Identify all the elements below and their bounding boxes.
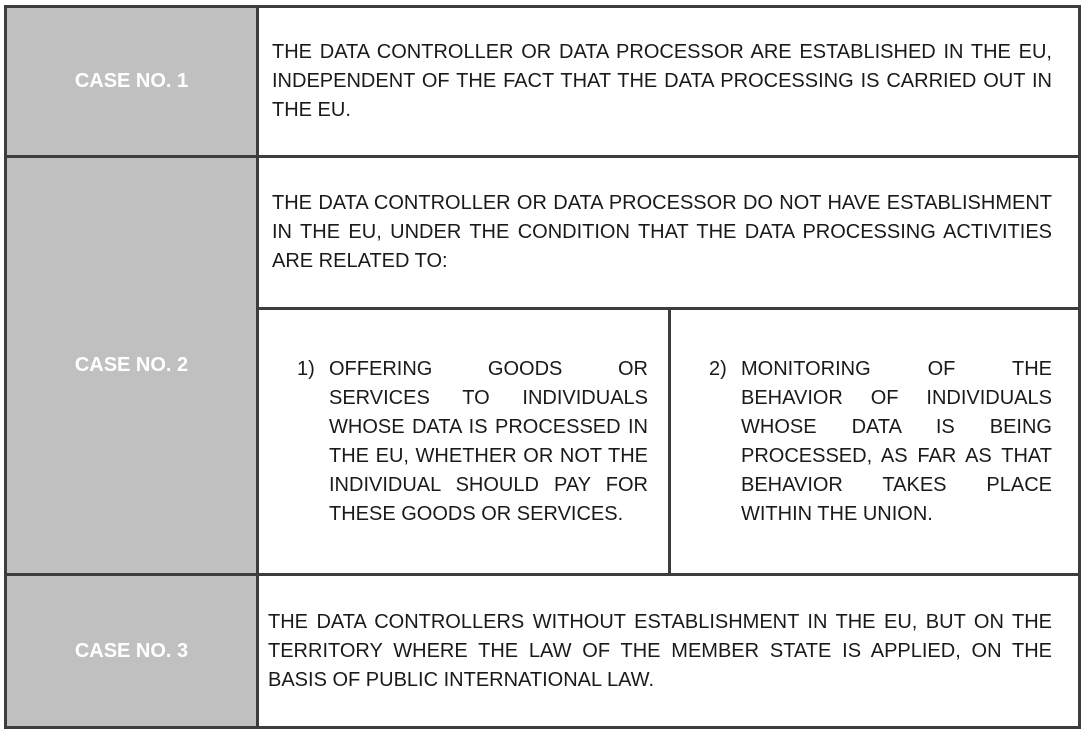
case-3-description bbox=[259, 576, 1078, 726]
case-3-label: CASE NO. 3 bbox=[7, 576, 259, 726]
case-2-item-2 bbox=[671, 310, 1078, 576]
case-2-description bbox=[259, 158, 1078, 310]
case-2-text: THE DATA CONTROLLER OR DATA PROCESSOR DO NOT HAVE ESTABLISHMENT IN THE EU, UNDER THE CONDITION THAT THE DATA PROCESSING ACTIVITIES ARE RELATED TO: bbox=[272, 192, 1052, 272]
case-1-description bbox=[259, 8, 1078, 158]
case-3-text: THE DATA CONTROLLERS WITHOUT ESTABLISHMENT IN THE EU, BUT ON THE TERRITORY WHERE THE LAW OF THE MEMBER STATE IS APPLIED, ON THE BASIS OF PUBLIC INTERNATIONAL LAW. bbox=[268, 610, 1052, 691]
item-text: OFFERING GOODS OR SERVICES TO INDIVIDUALS WHOSE DATA IS PROCESSED IN THE EU, WHETHER OR NOT THE INDIVIDUAL SHOULD PAY FOR THESE GOODS OR SERVICES. bbox=[329, 357, 648, 525]
case-2-label: CASE NO. 2 bbox=[7, 158, 259, 576]
item-text: MONITORING OF THE BEHAVIOR OF INDIVIDUALS WHOSE DATA IS BEING PROCESSED, AS FAR AS THAT BEHAVIOR TAKES PLACE WITHIN THE UNION. bbox=[741, 357, 1052, 525]
item-number: 1) bbox=[297, 357, 315, 380]
list-item bbox=[709, 355, 1052, 529]
item-number: 2) bbox=[709, 357, 727, 380]
case-1-text: THE DATA CONTROLLER OR DATA PROCESSOR ARE ESTABLISHED IN THE EU, INDEPENDENT OF THE FACT THAT THE DATA PROCESSING IS CARRIED OUT IN THE EU. bbox=[272, 41, 1052, 121]
cases-table bbox=[4, 5, 1081, 729]
case-2-item-1 bbox=[259, 310, 671, 576]
list-item bbox=[297, 355, 648, 529]
case-1-label: CASE NO. 1 bbox=[7, 8, 259, 158]
